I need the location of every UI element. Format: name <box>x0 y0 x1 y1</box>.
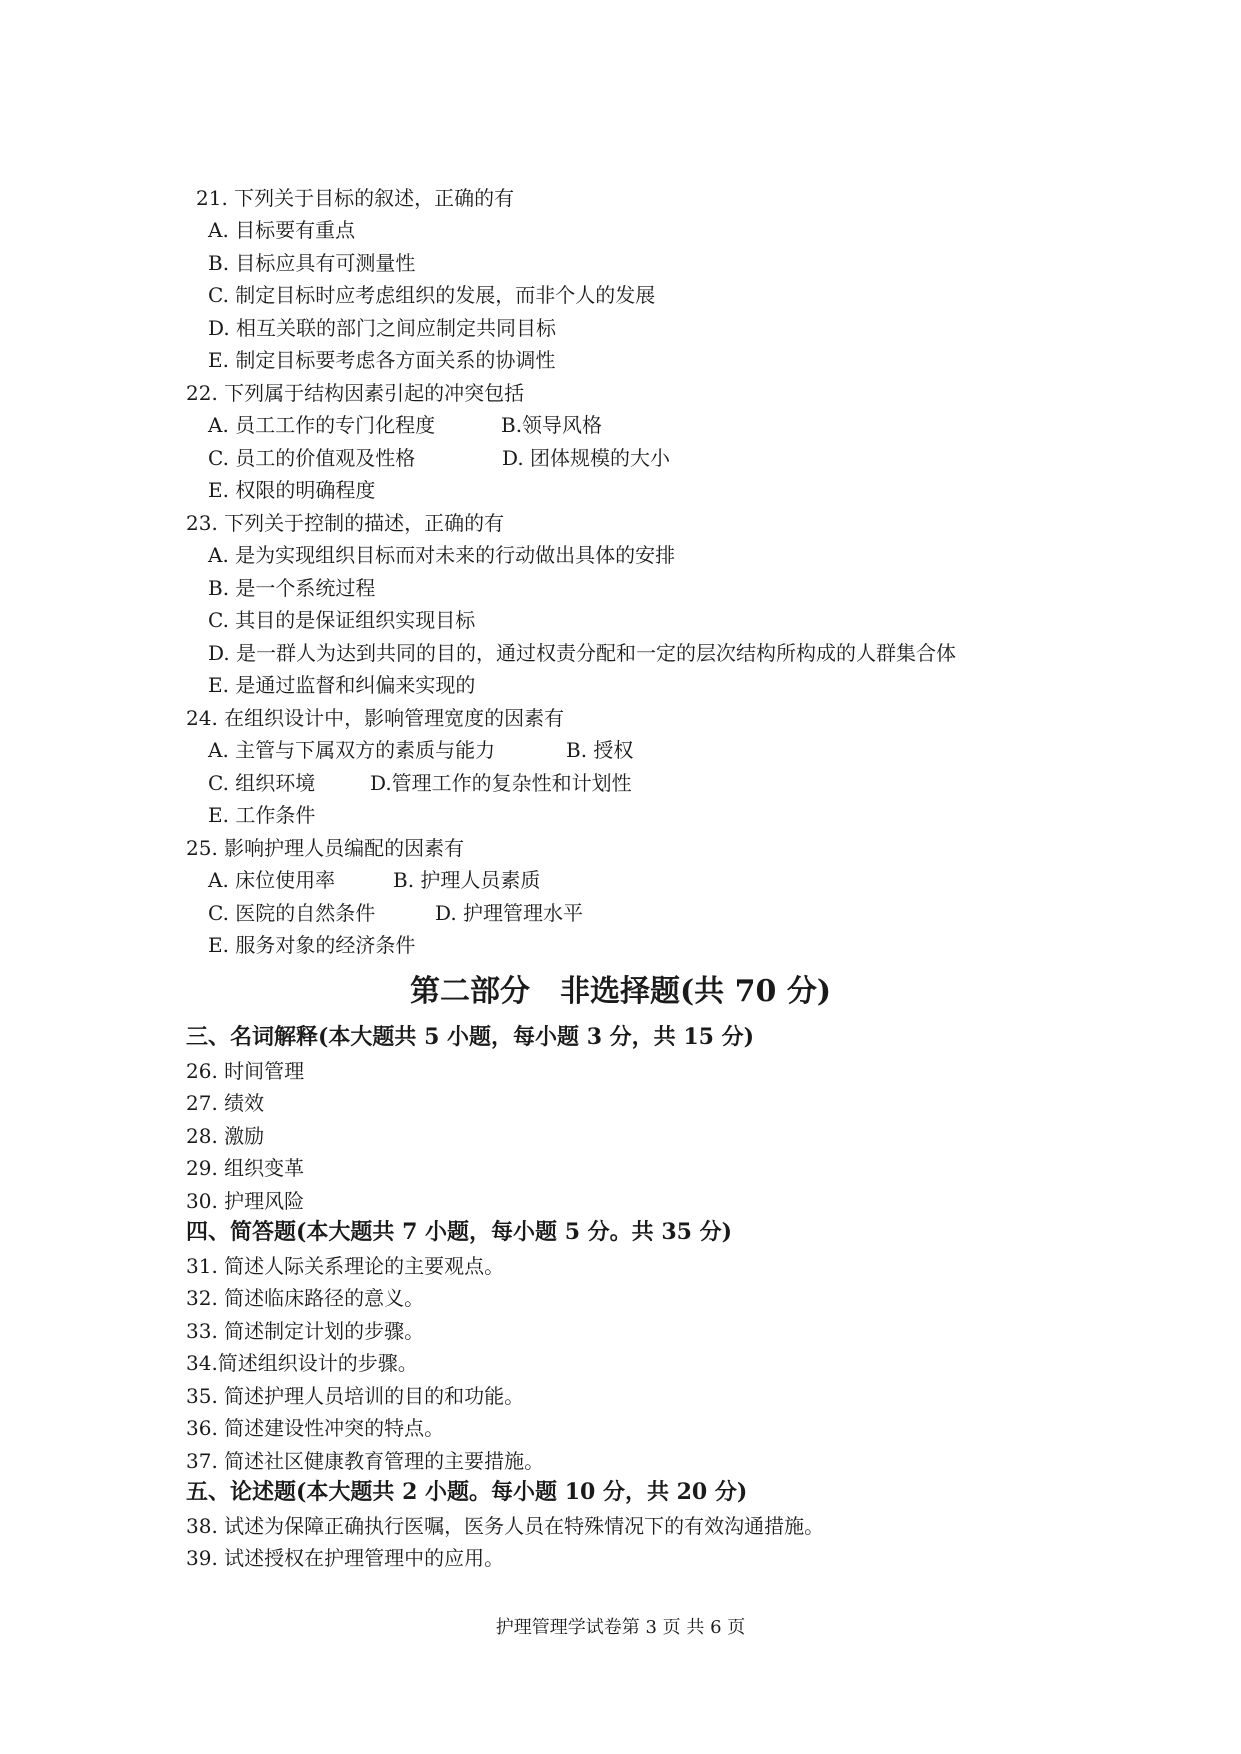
section-four-item: 37. 简述社区健康教育管理的主要措施。 <box>186 1449 545 1473</box>
question-24-option-e: E. 工作条件 <box>208 803 316 827</box>
question-22-option-d: D. 团体规模的大小 <box>502 446 671 470</box>
page-footer: 护理管理学试卷第 3 页 共 6 页 <box>495 1617 746 1638</box>
question-22-option-a: A. 员工工作的专门化程度 <box>208 413 436 437</box>
question-22-option-e: E. 权限的明确程度 <box>208 478 376 502</box>
question-23-option-a: A. 是为实现组织目标而对未来的行动做出具体的安排 <box>208 543 676 567</box>
section-four-item: 35. 简述护理人员培训的目的和功能。 <box>186 1384 525 1408</box>
question-23-option-d: D. 是一群人为达到共同的目的，通过权责分配和一定的层次结构所构成的人群集合体 <box>208 641 957 665</box>
section-five-heading: 五、论述题(本大题共 2 小题。每小题 10 分，共 20 分) <box>186 1479 748 1505</box>
question-22-option-b: B.领导风格 <box>501 413 603 437</box>
question-24-stem: 24. 在组织设计中，影响管理宽度的因素有 <box>186 706 565 730</box>
question-25-option-e: E. 服务对象的经济条件 <box>208 933 416 957</box>
question-24-option-d: D.管理工作的复杂性和计划性 <box>370 771 632 795</box>
part-two-title: 第二部分 非选择题(共 70 分) <box>409 974 832 1009</box>
question-25-option-a: A. 床位使用率 <box>208 868 336 892</box>
question-25-option-d: D. 护理管理水平 <box>435 901 584 925</box>
section-three-item: 28. 激励 <box>186 1124 265 1148</box>
question-23-option-b: B. 是一个系统过程 <box>208 576 376 600</box>
question-25-option-b: B. 护理人员素质 <box>393 868 541 892</box>
question-21-option-c: C. 制定目标时应考虑组织的发展，而非个人的发展 <box>208 283 656 307</box>
section-four-item: 33. 简述制定计划的步骤。 <box>186 1319 425 1343</box>
question-23-option-c: C. 其目的是保证组织实现目标 <box>208 608 476 632</box>
section-four-item: 36. 简述建设性冲突的特点。 <box>186 1416 445 1440</box>
section-five-item: 39. 试述授权在护理管理中的应用。 <box>186 1546 505 1570</box>
section-four-item: 31. 简述人际关系理论的主要观点。 <box>186 1254 505 1278</box>
question-24-option-b: B. 授权 <box>566 738 634 762</box>
question-25-option-c: C. 医院的自然条件 <box>208 901 376 925</box>
section-three-item: 27. 绩效 <box>186 1091 265 1115</box>
section-three-item: 30. 护理风险 <box>186 1189 305 1213</box>
question-21-option-d: D. 相互关联的部门之间应制定共同目标 <box>208 316 557 340</box>
question-21-option-a: A. 目标要有重点 <box>208 218 356 242</box>
question-21-stem: 21. 下列关于目标的叙述，正确的有 <box>196 186 515 210</box>
section-three-item: 29. 组织变革 <box>186 1156 305 1180</box>
section-four-heading: 四、简答题(本大题共 7 小题，每小题 5 分。共 35 分) <box>186 1219 733 1245</box>
question-23-option-e: E. 是通过监督和纠偏来实现的 <box>208 673 476 697</box>
question-21-option-b: B. 目标应具有可测量性 <box>208 251 416 275</box>
section-three-item: 26. 时间管理 <box>186 1059 305 1083</box>
section-three-heading: 三、名词解释(本大题共 5 小题，每小题 3 分，共 15 分) <box>186 1024 755 1050</box>
question-21-option-e: E. 制定目标要考虑各方面关系的协调性 <box>208 348 556 372</box>
section-five-item: 38. 试述为保障正确执行医嘱，医务人员在特殊情况下的有效沟通措施。 <box>186 1514 825 1538</box>
section-four-item: 34.简述组织设计的步骤。 <box>186 1351 418 1375</box>
question-24-option-c: C. 组织环境 <box>208 771 316 795</box>
question-23-stem: 23. 下列关于控制的描述，正确的有 <box>186 511 505 535</box>
question-25-stem: 25. 影响护理人员编配的因素有 <box>186 836 465 860</box>
question-22-stem: 22. 下列属于结构因素引起的冲突包括 <box>186 381 525 405</box>
question-24-option-a: A. 主管与下属双方的素质与能力 <box>208 738 496 762</box>
question-22-option-c: C. 员工的价值观及性格 <box>208 446 416 470</box>
section-four-item: 32. 简述临床路径的意义。 <box>186 1286 425 1310</box>
